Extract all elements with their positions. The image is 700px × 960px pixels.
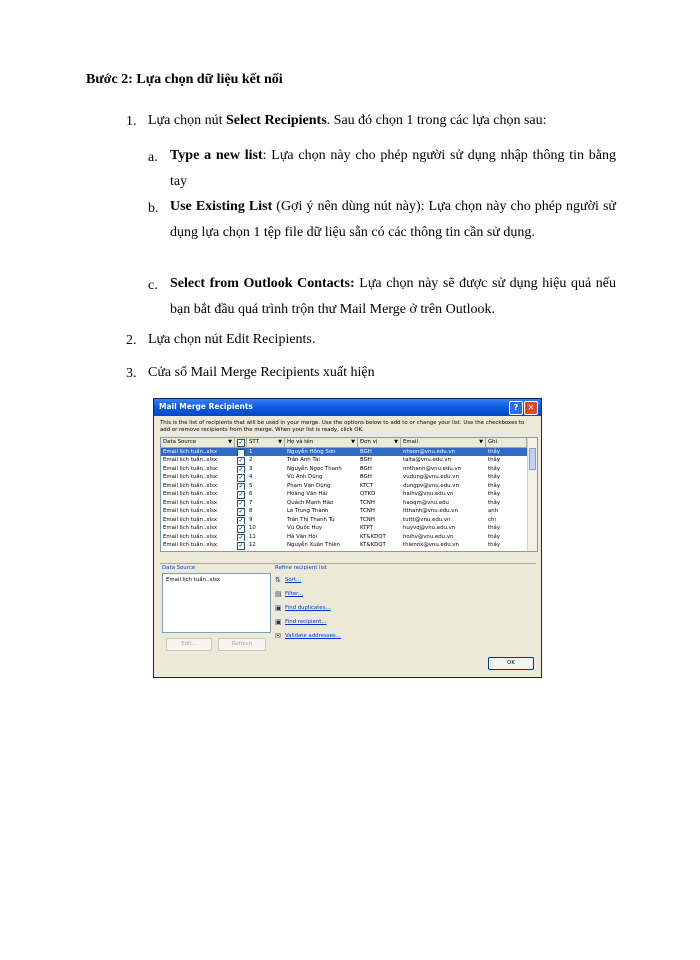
row-checkbox-cell[interactable]	[235, 490, 247, 499]
validate-addresses-icon: ✉	[275, 632, 281, 640]
filter-icon: ▤	[275, 590, 282, 598]
column-label: Họ và tên	[287, 439, 314, 445]
table-cell: thiennx@vnu.edu.vn	[403, 542, 459, 548]
step-1-number: 1.	[126, 114, 137, 129]
table-row[interactable]	[161, 541, 537, 550]
table-cell: anh	[488, 508, 499, 514]
option-a-text	[170, 143, 616, 195]
table-cell: Nguyễn Ngọc Thanh	[287, 465, 342, 472]
table-cell: vudung@vnu.edu.vn	[403, 474, 459, 480]
table-cell: BGH	[360, 457, 372, 463]
table-cell: KT&KDQT	[360, 542, 386, 548]
column-label: Data Source	[163, 439, 197, 445]
section-heading: Bước 2: Lựa chọn dữ liệu kết nối	[86, 72, 283, 87]
table-cell: Email lịch tuần..xlsx	[163, 448, 218, 455]
column-label: Email	[403, 439, 418, 445]
row-checkbox-cell[interactable]	[235, 473, 247, 482]
table-cell: thầy	[488, 474, 501, 480]
step-2-number: 2.	[126, 333, 137, 348]
scrollbar-thumb[interactable]	[529, 448, 536, 470]
row-checkbox-cell[interactable]	[235, 448, 247, 457]
dialog-title: Mail Merge Recipients	[159, 402, 253, 411]
ok-button[interactable]: OK	[488, 657, 534, 670]
table-cell: thầy	[488, 542, 501, 548]
find-recipient-link[interactable]: Find recipient...	[285, 619, 327, 625]
table-cell: thầy	[488, 482, 501, 489]
row-checkbox[interactable]: ✓	[238, 474, 244, 481]
row-checkbox[interactable]: ✓	[238, 525, 244, 532]
table-cell: BGH	[360, 465, 372, 472]
column-label: STT	[249, 439, 259, 445]
table-cell: Email lịch tuần..xlsx	[163, 525, 218, 531]
table-row[interactable]	[161, 490, 537, 499]
column-ghi[interactable]	[486, 438, 527, 447]
table-cell: Email lịch tuần..xlsx	[163, 457, 218, 463]
dropdown-arrow-icon: ▼	[479, 439, 483, 445]
validate-addresses-link[interactable]: Validate addresses...	[285, 633, 341, 639]
table-cell: chị	[488, 516, 496, 523]
table-cell: ltthanh@vnu.edu.vn	[403, 508, 458, 514]
data-source-item[interactable]: Email lịch tuần..xlsx	[166, 577, 221, 583]
option-c-text	[170, 271, 616, 323]
data-source-label: Data Source	[162, 565, 196, 571]
table-cell: thầy	[488, 491, 501, 497]
row-checkbox[interactable]: ✓	[238, 491, 244, 498]
dialog-divider	[160, 563, 536, 564]
table-row[interactable]	[161, 499, 537, 508]
row-checkbox-cell[interactable]	[235, 524, 247, 533]
dialog-intro-text: This is the list of recipients that will be used in your merge. Use the options below to add to or change your list. Use the checkboxes to add or remove recipients from the merge. When your list is ready, click OK.	[160, 420, 525, 433]
table-cell: 12	[249, 542, 256, 548]
table-row[interactable]	[161, 507, 537, 516]
table-row[interactable]	[161, 473, 537, 482]
table-row[interactable]	[161, 516, 537, 525]
header-checkbox[interactable]: ✓	[238, 439, 244, 446]
step-3-text: Cửa sổ Mail Merge Recipients xuất hiện	[148, 365, 375, 380]
table-cell: 2	[249, 457, 253, 463]
row-checkbox[interactable]: ✓	[238, 457, 244, 464]
table-cell: BGH	[360, 448, 372, 455]
recipients-grid	[160, 437, 538, 552]
table-cell: tuttt@vnu.edu.vn	[403, 516, 451, 523]
table-cell: Email lịch tuần..xlsx	[163, 482, 218, 489]
table-cell: Vũ Quốc Huy	[287, 525, 323, 531]
table-cell: Trần Thị Thanh Tú	[287, 516, 335, 523]
row-checkbox-cell[interactable]	[235, 465, 247, 474]
table-cell: thầy	[488, 525, 501, 531]
select-recipients-term: Select Recipients	[225, 113, 327, 128]
table-cell: Lê Trung Thành	[287, 508, 329, 514]
table-cell: taita@vnu.edu.vn	[403, 457, 451, 463]
table-cell: Email lịch tuần..xlsx	[163, 516, 218, 523]
table-row[interactable]	[161, 524, 537, 533]
table-cell: Email lịch tuần..xlsx	[163, 542, 218, 548]
column-don-vi[interactable]	[358, 438, 401, 447]
row-checkbox[interactable]: ✓	[238, 533, 244, 541]
option-a-desc: : Lựa chọn này cho phép người sử dụng nhập thông tin bằng tay	[170, 148, 616, 189]
edit-button[interactable]: Edit...	[166, 638, 212, 651]
table-cell: 10	[249, 525, 256, 531]
table-cell: TCNH	[360, 516, 375, 523]
sort-icon: ⇅	[275, 576, 281, 584]
dropdown-arrow-icon: ▼	[351, 439, 355, 445]
find-recipient-icon: ▣	[275, 618, 282, 626]
row-checkbox-cell[interactable]	[235, 507, 247, 516]
table-cell: thầy	[488, 499, 501, 506]
table-cell: Phạm Văn Dũng	[287, 482, 331, 489]
table-cell: 4	[249, 474, 253, 480]
table-row[interactable]	[161, 456, 537, 465]
table-cell: nhson@vnu.edu.vn	[403, 448, 455, 455]
dialog-titlebar	[154, 399, 541, 416]
table-row[interactable]	[161, 533, 537, 542]
step-1-pre: Lựa chọn nút	[148, 113, 226, 128]
table-cell: Email lịch tuần..xlsx	[163, 508, 218, 514]
step-3-number: 3.	[126, 366, 137, 381]
table-cell: Vũ Anh Dũng	[287, 474, 323, 480]
table-cell: 3	[249, 465, 253, 472]
table-cell: 8	[249, 508, 253, 514]
column-data-source[interactable]	[161, 438, 235, 447]
table-cell: dungpv@vnu.edu.vn	[403, 482, 459, 489]
table-cell: TCNH	[360, 499, 375, 506]
column-checkbox[interactable]	[235, 438, 247, 447]
table-cell: haihv@vnu.edu.vn	[403, 491, 454, 497]
type-new-list-term: Type a new list	[170, 148, 263, 163]
table-cell: Email lịch tuần..xlsx	[163, 474, 218, 480]
table-cell: Nguyễn Hồng Sơn	[287, 448, 336, 455]
table-cell: haoqm@vnu.edu	[403, 499, 449, 506]
select-outlook-term: Select from Outlook Contacts:	[170, 276, 355, 291]
grid-header	[161, 438, 537, 448]
table-row[interactable]	[161, 465, 537, 474]
table-cell: Email lịch tuần..xlsx	[163, 465, 218, 472]
row-checkbox-cell[interactable]	[235, 541, 247, 550]
column-label: Ghi	[488, 439, 498, 445]
refresh-button[interactable]: Refresh	[218, 638, 266, 651]
table-cell: huyvq@vnu.edu.vn	[403, 525, 456, 531]
table-cell: thầy	[488, 465, 501, 472]
table-cell: Hoàng Văn Hải	[287, 491, 328, 497]
table-row[interactable]	[161, 482, 537, 491]
table-cell: thầy	[488, 533, 501, 540]
row-checkbox[interactable]: ✓	[238, 542, 244, 549]
table-cell: 7	[249, 499, 253, 506]
table-cell: Email lịch tuần..xlsx	[163, 533, 218, 540]
dropdown-arrow-icon: ▼	[278, 439, 282, 445]
option-b-letter: b.	[148, 201, 159, 216]
option-c-desc: Lựa chọn này sẽ được sử dụng hiệu quả nếu bạn bắt đầu quá trình trộn thư Mail Merge ở trên Outlook.	[170, 276, 617, 317]
find-duplicates-link[interactable]: Find duplicates...	[285, 605, 331, 611]
mail-merge-recipients-dialog	[153, 398, 542, 678]
option-b-text	[170, 194, 616, 246]
row-checkbox[interactable]: ✓	[238, 499, 244, 507]
table-cell: Nguyễn Xuân Thiên	[287, 542, 340, 548]
close-button[interactable]: ✕	[524, 401, 538, 415]
table-cell: Email lịch tuần..xlsx	[163, 491, 218, 497]
column-stt[interactable]	[247, 438, 285, 447]
filter-link[interactable]: Filter...	[285, 591, 303, 597]
table-cell: Trần Anh Tài	[287, 457, 320, 463]
option-a-letter: a.	[148, 150, 158, 165]
option-c-letter: c.	[148, 278, 158, 293]
help-button[interactable]: ?	[509, 401, 523, 415]
column-ho-va-ten[interactable]	[285, 438, 358, 447]
table-cell: hoihv@vnu.edu.vn	[403, 533, 454, 540]
table-cell: BGH	[360, 474, 372, 480]
row-checkbox[interactable]: ✓	[238, 448, 244, 456]
table-cell: 9	[249, 516, 253, 523]
option-b-desc: (Gợi ý nên dùng nút này): Lựa chọn này cho phép người sử dụng lựa chọn 1 tệp file dữ liệu sẵn có các thông tin cần sử dụng.	[170, 199, 616, 240]
table-cell: Email lịch tuần..xlsx	[163, 499, 218, 506]
table-cell: KTCT	[360, 482, 374, 489]
table-cell: Quách Mạnh Hào	[287, 499, 334, 506]
table-cell: 1	[249, 448, 253, 455]
find-duplicates-icon: ▣	[275, 604, 282, 612]
table-cell: Hà Văn Hội	[287, 533, 318, 540]
table-cell: thầy	[488, 457, 501, 463]
row-checkbox[interactable]: ✓	[238, 465, 244, 473]
row-checkbox-cell[interactable]	[235, 516, 247, 525]
step-2-text: Lựa chọn nút Edit Recipients.	[148, 332, 316, 347]
table-cell: nnthanh@vnu.edu.vn	[403, 465, 462, 472]
refine-recipient-list-label: Refine recipient list	[275, 565, 327, 571]
table-cell: 5	[249, 482, 253, 489]
row-checkbox[interactable]: ✓	[238, 516, 244, 524]
row-checkbox-cell[interactable]	[235, 482, 247, 491]
row-checkbox-cell[interactable]	[235, 499, 247, 508]
grid-scrollbar[interactable]	[527, 438, 537, 551]
step-1-text	[148, 108, 618, 134]
dropdown-arrow-icon: ▼	[228, 439, 232, 445]
table-cell: KT&KDQT	[360, 533, 386, 540]
table-cell: thầy	[488, 448, 501, 455]
table-cell: TCNH	[360, 508, 375, 514]
sort-link[interactable]: Sort...	[285, 577, 302, 583]
table-cell: QTKD	[360, 491, 376, 497]
use-existing-list-term: Use Existing List	[170, 199, 273, 214]
row-checkbox[interactable]: ✓	[238, 508, 244, 515]
table-cell: 11	[249, 533, 256, 540]
table-row[interactable]	[161, 448, 537, 457]
column-label: Đơn vị	[360, 439, 378, 445]
data-source-list[interactable]	[162, 573, 271, 633]
row-checkbox-cell[interactable]	[235, 456, 247, 465]
step-1-post: . Sau đó chọn 1 trong các lựa chọn sau:	[326, 113, 547, 128]
row-checkbox[interactable]: ✓	[238, 482, 244, 490]
table-cell: KTPT	[360, 525, 373, 531]
column-email[interactable]	[401, 438, 486, 447]
row-checkbox-cell[interactable]	[235, 533, 247, 542]
dropdown-arrow-icon: ▼	[394, 439, 398, 445]
table-cell: 6	[249, 491, 253, 497]
